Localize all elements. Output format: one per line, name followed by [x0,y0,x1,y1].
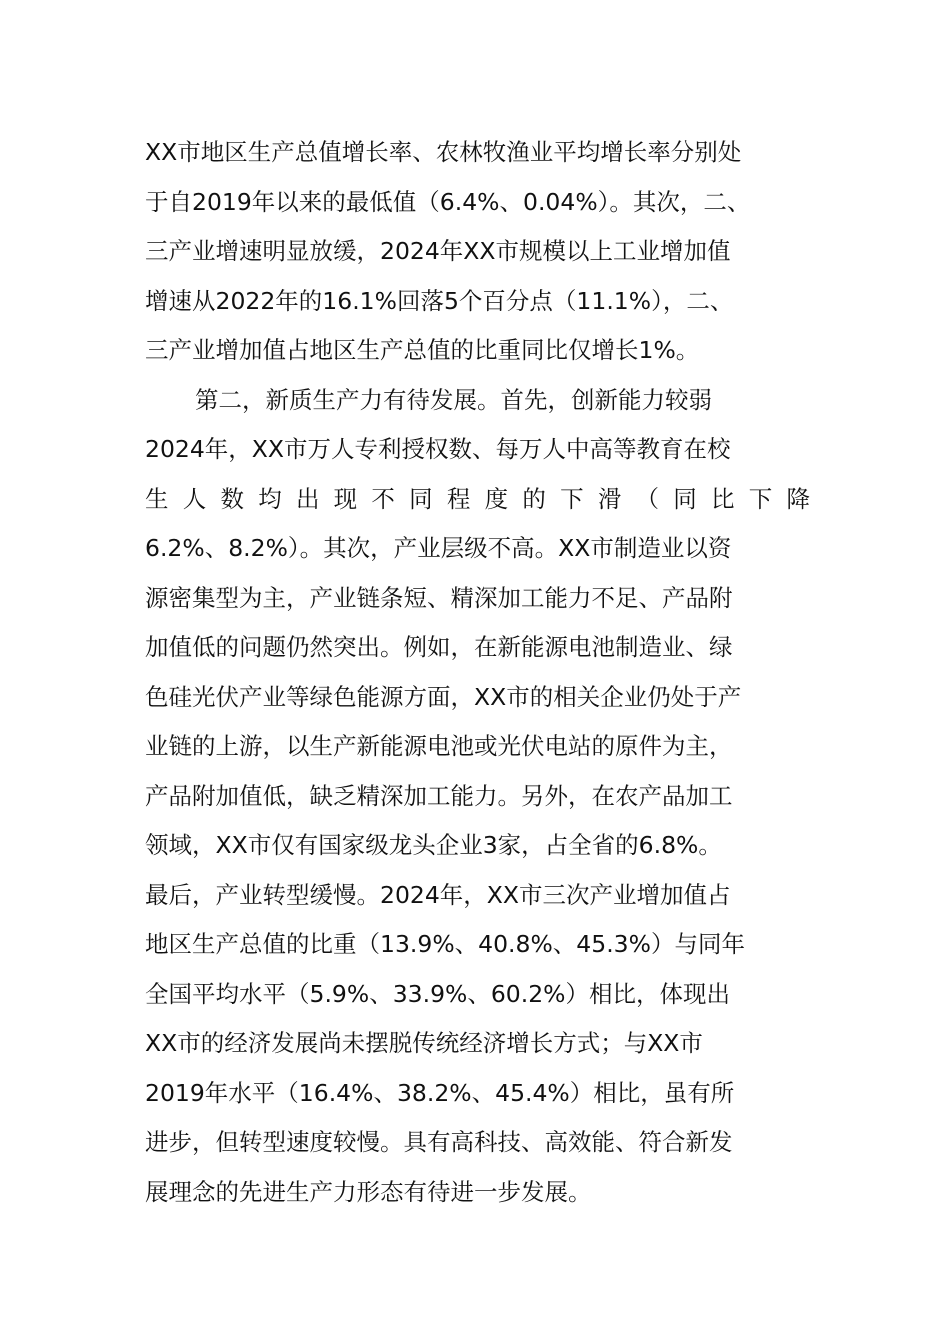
text-line: 三产业增速明显放缓，2024年XX市规模以上工业增加值 [145,237,731,265]
text-line: 源密集型为主，产业链条短、精深加工能力不足、产品附 [145,583,733,612]
glyph: 下 [560,484,584,513]
glyph: 同 [409,484,433,513]
glyph: 出 [295,484,320,513]
glyph: 下 [748,484,773,513]
text-line: 色硅光伏产业等绿色能源方面，XX市的相关企业仍处于产 [145,682,742,711]
glyph: 的 [522,484,546,513]
text-line: 6.2%、8.2%）。其次，产业层级不高。XX市制造业以资 [145,534,732,562]
text-line: XX市地区生产总值增长率、农林牧渔业平均增长率分别处 [145,138,742,166]
text-line: 进步，但转型速度较慢。具有高科技、高效能、符合新发 [145,1128,733,1156]
glyph: 程 [446,484,471,513]
glyph: 降 [786,484,810,513]
text-line: 加值低的问题仍然突出。例如，在新能源电池制造业、绿 [145,633,733,661]
glyph: 比 [711,484,735,513]
glyph: （ [635,484,660,513]
text-line: XX市的经济发展尚未摆脱传统经济增长方式；与XX市 [145,1029,703,1057]
text-line: 领域，XX市仅有国家级龙头企业3家，占全省的6.8%。 [145,831,722,859]
text-line: 2024年，XX市万人专利授权数、每万人中高等教育在校 [145,435,731,463]
text-line: 产品附加值低，缺乏精深加工能力。另外，在农产品加工 [145,781,733,810]
glyph: 滑 [597,484,622,513]
text-line: 全国平均水平（5.9%、33.9%、60.2%）相比，体现出 [145,979,731,1008]
text-line: 于自2019年以来的最低值（6.4%、0.04%）。其次，二、 [145,187,751,216]
text-line: 2019年水平（16.4%、38.2%、45.4%）相比，虽有所 [145,1078,735,1107]
glyph: 现 [333,484,358,513]
text-line: 增速从2022年的16.1%回落5个百分点（11.1%），二、 [145,286,734,315]
glyph: 生 [145,484,169,513]
text-line: 地区生产总值的比重（13.9%、40.8%、45.3%）与同年 [145,930,745,958]
glyph: 人 [182,484,207,513]
text-line: 展理念的先进生产力形态有待进一步发展。 [145,1177,592,1206]
paragraph-start-line: 第二，新质生产力有待发展。首先，创新能力较弱 [195,385,712,414]
glyph: 数 [220,484,244,513]
justified-line [145,475,810,525]
text-line: 业链的上游，以生产新能源电池或光伏电站的原件为主， [145,732,733,760]
document-body [145,128,810,1217]
text-line: 最后，产业转型缓慢。2024年，XX市三次产业增加值占 [145,880,731,909]
glyph: 均 [258,484,282,513]
glyph: 度 [484,484,509,513]
glyph: 不 [371,484,395,513]
text-line: 三产业增加值占地区生产总值的比重同比仅增长1%。 [145,336,700,364]
glyph: 同 [673,484,697,513]
